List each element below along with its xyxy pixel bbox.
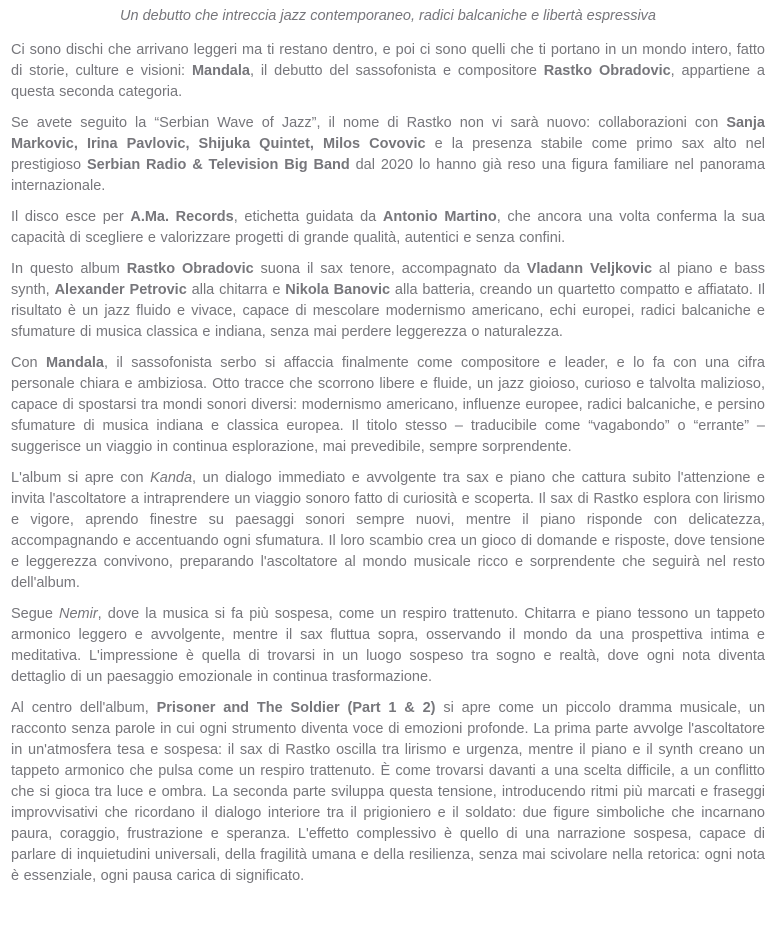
body-text: si apre come un piccolo dramma musicale, un racconto senza parole in cui ogni strumento diventa voce di emozioni profonde. La prima parte avvolge l'ascoltatore in un'atmosfera tesa e sospesa: il sax di Rastko oscilla tra lirismo e urgenza, mentre il piano e il synth creano un tappeto armonico che pulsa come un respiro trattenuto. È come trovarsi davanti a una scelta difficile, a un conflitto che si gioca tra luce e ombra. La seconda parte sviluppa questa tensione, introducendo ritmi più marcati e fraseggi improvvisativi che ricordano il dialogo interiore tra il prigioniero e il soldato: due figure simboliche che incarnano paura, coraggio, frustrazione e speranza. L'effetto complessivo è quello di una narrazione sospesa, capace di parlare di inquietudini universali, della fragilità umana e della resilienza, senza mai scivolare nella retorica: ogni nota è essenziale, ogni pausa carica di significato. [11,700,766,884]
paragraph [11,698,765,887]
emphasized-name-text: Mandala [45,355,104,371]
paragraph [11,604,765,688]
body-text: Il disco esce per [11,209,131,225]
track-title-text: Kanda [150,470,193,486]
emphasized-name-text: Alexander Petrovic [54,282,187,298]
emphasized-name-text: Prisoner and The Soldier (Part 1 & 2) [156,700,436,716]
emphasized-name-text: A.Ma. Records [130,209,234,225]
body-text: In questo album [11,261,127,277]
body-text: dal 2020 lo hanno già reso una figura familiare nel panorama internazionale. [11,157,766,194]
body-text: , il sassofonista serbo si affaccia finalmente come compositore e leader, e lo fa con una cifra personale chiara e ambiziosa. Otto tracce che scorrono libere e fluide, un jazz gioioso, curioso e talvolta malizioso, capace di spostarsi tra mondi sonori diversi: modernismo americano, influenze europee, radici balcaniche, e persino sfumature di musica indiana e classica europea. Il titolo stesso – traducibile come “vagabondo” o “errante” – suggerisce un viaggio in continua esplorazione, mai prevedibile, sempre sorprendente. [11,355,765,455]
body-text: e la presenza stabile come primo sax alto nel prestigioso [11,136,765,173]
body-text: Se avete seguito la “Serbian Wave of Jazz”, il nome di Rastko non vi sarà nuovo: collaborazioni con [11,115,727,131]
body-text: Ci sono dischi che arrivano leggeri ma ti restano dentro, e poi ci sono quelli che ti portano in un mondo intero, fatto di storie, culture e visioni: [11,42,765,79]
emphasized-name-text: Rastko Obradovic [126,261,254,277]
body-text: al piano e bass synth, [11,261,765,298]
article-subtitle: Un debutto che intreccia jazz contemporaneo, radici balcaniche e libertà espressiva [120,8,656,24]
track-title-text: Nemir [59,606,98,622]
paragraph-container [11,40,765,887]
body-text: Segue [11,606,59,622]
body-text: Al centro dell'album, [11,700,157,716]
emphasized-name-text: Vladann Veljkovic [526,261,653,277]
paragraph [11,207,765,249]
emphasized-name-text: Rastko Obradovic [543,63,671,79]
paragraph [11,40,765,103]
body-text: Con [11,355,46,371]
body-text: suona il sax tenore, accompagnato da [253,261,527,277]
paragraph [11,468,765,594]
body-text: , dove la musica si fa più sospesa, come un respiro trattenuto. Chitarra e piano tessono un tappeto armonico leggero e avvolgente, mentre il sax fluttua sopra, osservando il mondo da una prospettiva intima e meditativa. L'impressione è quella di trovarsi in un luogo sospeso tra sogno e realtà, dove ogni nota diventa dettaglio di un paesaggio emozionale in continua trasformazione. [11,606,765,685]
body-text: alla batteria, creando un quartetto compatto e affiatato. Il risultato è un jazz fluido e vivace, capace di mescolare modernismo americano, echi europei, radici balcaniche e sfumature di musica classica e indiana, senza mai perdere leggerezza o naturalezza. [11,282,765,340]
emphasized-name-text: Serbian Radio & Television Big Band [87,157,350,173]
body-text: , appartiene a questa seconda categoria. [11,63,765,100]
body-text: alla chitarra e [186,282,286,298]
body-text: , che ancora una volta conferma la sua capacità di scegliere e valorizzare progetti di grande qualità, autentici e senza confini. [11,209,765,246]
body-text: , etichetta guidata da [233,209,383,225]
body-text: L'album si apre con [11,470,151,486]
paragraph [11,353,765,458]
emphasized-name-text: Mandala [191,63,250,79]
body-text: , un dialogo immediato e avvolgente tra sax e piano che cattura subito l'attenzione e invita l'ascoltatore a intraprendere un viaggio sonoro fatto di curiosità e scoperta. Il sax di Rastko esplora con lirismo e vigore, aprendo finestre su paesaggi sonori sempre nuovi, mentre il piano risponde con delicatezza, accompagnando e accentuando ogni sfumatura. Il loro scambio crea un gioco di domande e risposte, dove tensione e leggerezza convivono, preparando l'ascoltatore al mondo musicale ricco e sorprendente che seguirà nel resto dell'album. [11,470,765,591]
emphasized-name-text: Sanja Markovic, Irina Pavlovic, Shijuka Quintet, Milos Covovic [11,115,765,152]
emphasized-name-text: Antonio Martino [382,209,497,225]
paragraph [11,113,765,197]
emphasized-name-text: Nikola Banovic [285,282,391,298]
body-text: , il debutto del sassofonista e compositore [249,63,544,79]
paragraph [11,259,765,343]
